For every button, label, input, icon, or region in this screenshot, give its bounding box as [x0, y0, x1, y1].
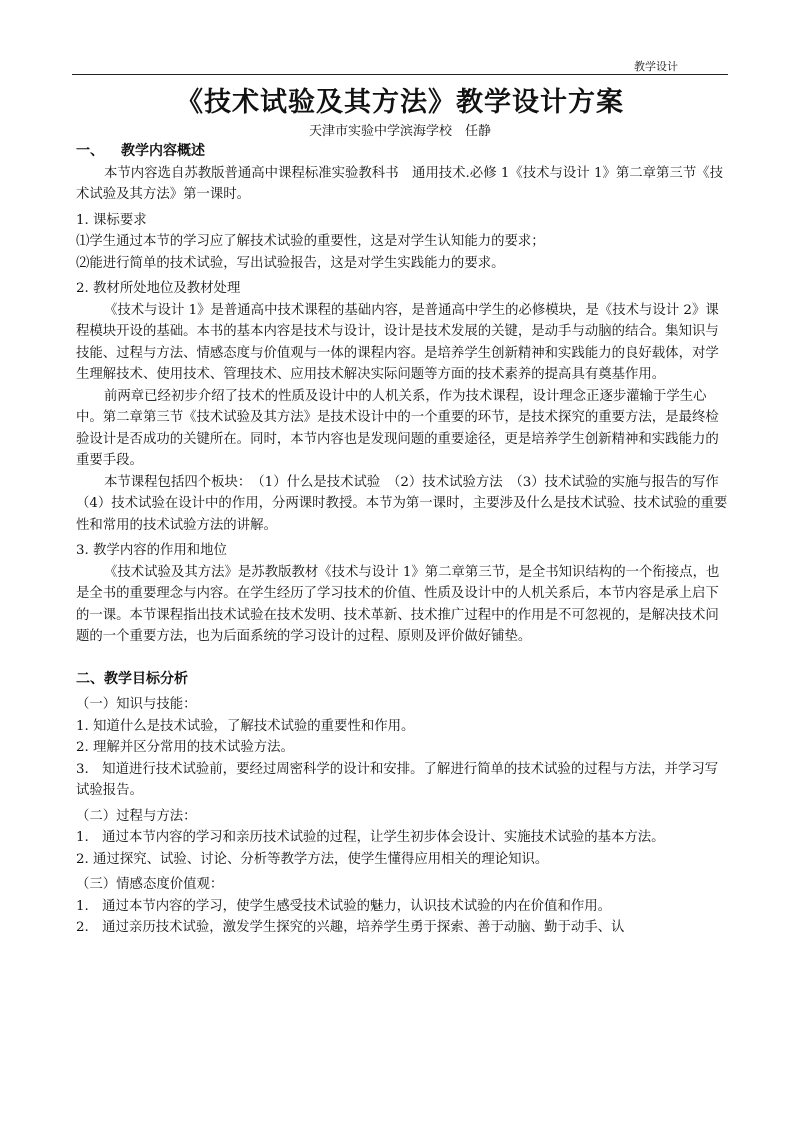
- section-1-intro: 本节内容选自苏教版普通高中课程标准实验教科书 通用技术.必修 1《技术与设计 1》第二章第三节《技术试验及其方法》第一课时。: [76, 165, 723, 202]
- document-body: [76, 141, 733, 939]
- list-item: 1. 通过本节内容的学习，使学生感受技术试验的魅力，认识技术试验的内在价值和作用。: [76, 898, 612, 914]
- author-line: 天津市实验中学滨海学校 任静: [308, 124, 491, 139]
- section-1-number: 一、: [76, 143, 104, 159]
- list-item: 2. 理解并区分常用的技术试验方法。: [76, 740, 294, 755]
- list-item: 1. 通过本节内容的学习和亲历技术试验的过程，让学生初步体会设计、实施技术试验的基本方法。: [76, 830, 665, 845]
- list-item: 3. 知道进行技术试验前，要经过周密科学的设计和安排。了解进行简单的技术试验的过程与方法，并学习写试验报告。: [76, 761, 719, 798]
- spacer: [76, 648, 728, 669]
- list-item: 2. 通过亲历技术试验，激发学生探究的兴趣，培养学生勇于探索、善于动脑、勤于动手、认: [76, 920, 625, 935]
- section-1-title: 教学内容概述: [121, 143, 205, 159]
- section-1-heading: [76, 141, 728, 163]
- paragraph: 前两章已经初步介绍了技术的性质及设计中的人机关系，作为技术课程，设计理念正逐步灌输于学生心中。第二章第三节《技术试验及其方法》是技术设计中的一个重要的环节，是技术探究的重要方法，是最终检验设计是否成功的关键所在。同时，本节内容也是发现问题的重要途径，更是培养学生创新精神和实践能力的重要手段。: [76, 388, 719, 468]
- paragraph: 《技术与设计 1》是普通高中技术课程的基础内容，是普通高中学生的必修模块，是《技术与设计 2》课程模块开设的基础。本书的基本内容是技术与设计，设计是技术发展的关键，是动手与动脑的结合。集知识与技能、过程与方法、情感态度与价值观与一体的课程内容。是培养学生创新精神和实践能力的良好载体，对学生理解技术、使用技术、管理技术、应用技术解决实际问题等方面的技术素养的提高具有奠基作用。: [76, 302, 719, 382]
- paragraph: 《技术试验及其方法》是苏教版教材《技术与设计 1》第二章第三节，是全书知识结构的一个衔接点，也是全书的重要理念与内容。在学生经历了学习技术的价值、性质及设计中的人机关系后，本节内容是承上启下的一课。本节课程指出技术试验在技术发明、技术革新、技术推广过程中的作用是不可忽视的，是解决技术问题的一个重要方法，也为后面系统的学习设计的过程、原则及评价做好铺垫。: [76, 564, 720, 644]
- list-item: 2. 通过探究、试验、讨论、分析等教学方法，使学生懂得应用相关的理论知识。: [76, 851, 549, 867]
- goal-group-title: （二）过程与方法：: [76, 808, 197, 824]
- list-item: 1. 知道什么是技术试验，了解技术试验的重要性和作用。: [76, 718, 415, 734]
- list-item: ⑵能进行简单的技术试验，写出试验报告，这是对学生实践能力的要求。: [76, 255, 505, 271]
- list-item: ⑴学生通过本节的学习应了解技术试验的重要性，这是对学生认知能力的要求；: [76, 234, 545, 249]
- subsection-2-title: 2. 教材所处地位及教材处理: [76, 281, 241, 296]
- goal-group-title: （一）知识与技能：: [76, 697, 197, 712]
- subsection-1-title: 1. 课标要求: [76, 212, 147, 228]
- paragraph: 本节课程包括四个板块： （1）什么是技术试验 （2）技术试验方法 （3）技术试验的实施与报告的写作 （4）技术试验在设计中的作用，分两课时教授。本节为第一课时，主要涉及什么是技术试验、技术试验的重要性和常用的技术试验方法的讲解。: [76, 474, 733, 533]
- document-title: 《技术试验及其方法》教学设计方案: [176, 87, 624, 118]
- goal-group-title: （三）情感态度价值观：: [76, 877, 224, 892]
- section-2-heading: 二、教学目标分析: [76, 670, 188, 687]
- header-label: 教学设计: [634, 60, 678, 73]
- subsection-3-title: 3. 教学内容的作用和地位: [76, 543, 227, 558]
- page-header: [72, 56, 728, 75]
